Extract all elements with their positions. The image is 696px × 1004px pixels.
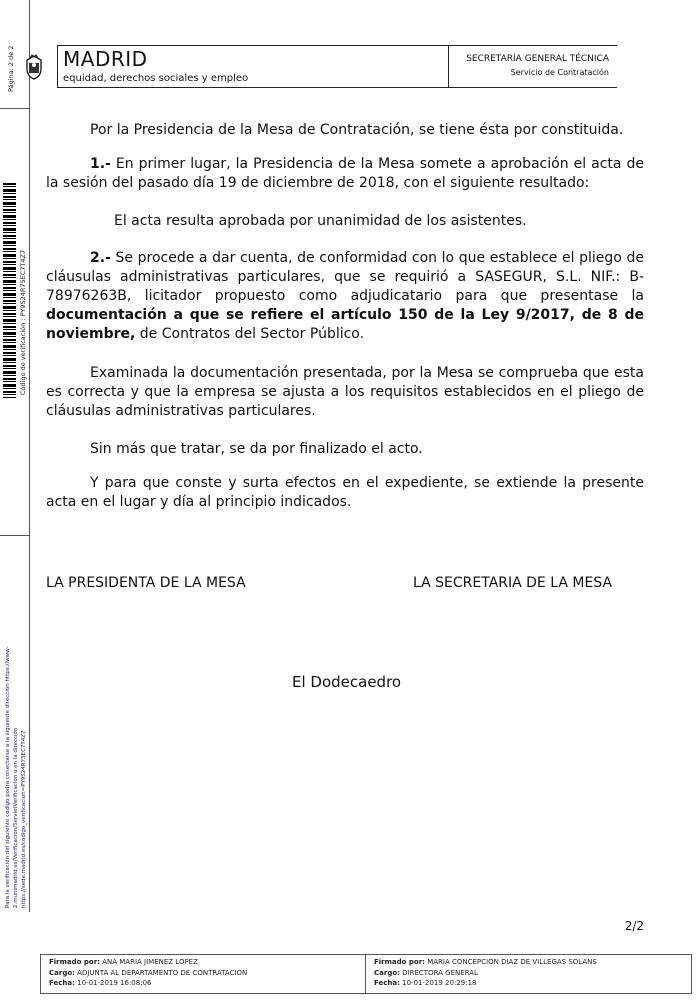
signature-title-secretary: LA SECRETARIA DE LA MESA (413, 575, 613, 591)
item-text: de Contratos del Sector Público. (135, 326, 365, 342)
label: Firmado por: (49, 958, 100, 966)
signer-role: ADJUNTA AL DEPARTAMENTO DE CONTRATACION (77, 968, 248, 977)
label: Cargo: (374, 968, 400, 977)
paragraph-item-1 (46, 155, 644, 193)
item-text-bold: documentación a que se refiere el artículo 150 de la Ley 9/2017, de 8 de noviembre, (46, 307, 644, 342)
page-number: 2/2 (624, 919, 644, 933)
header-divider (57, 45, 58, 87)
label: Cargo: (49, 968, 75, 977)
margin-separator (0, 108, 30, 109)
signer-name: ANA MARIA JIMENEZ LOPEZ (102, 958, 198, 966)
label: Firmado por: (374, 958, 425, 966)
header-border-bottom (57, 87, 617, 88)
paragraph-approval: El acta resulta aprobada por unanimidad de los asistentes. (114, 213, 527, 229)
paragraph-item-2 (46, 249, 644, 344)
signer-box-right (366, 955, 691, 993)
label: Fecha: (49, 979, 75, 987)
paragraph-closing: Sin más que tratar, se da por finalizado el acto. (90, 441, 423, 457)
paragraph-examination: Examinada la documentación presentada, por la Mesa se comprueba que esta es correcta y que la empresa se ajusta a los requisitos establecidos en el pliego de cláusulas administrativas particulares. (46, 365, 644, 419)
signature-title-president: LA PRESIDENTA DE LA MESA (46, 575, 246, 591)
paragraph-certification: Y para que conste y surta efectos en el expediente, se extiende la presente acta en el lugar y día al principio indicados. (46, 475, 644, 510)
signer-date: 10-01-2019 16:08:06 (77, 979, 152, 987)
item-text: En primer lugar, la Presidencia de la Mesa somete a aprobación el acta de la sesión del pasado día 19 de diciembre de 2018, con el siguiente resultado: (46, 156, 644, 191)
signer-name: MARIA CONCEPCION DIAZ DE VILLEGAS SOLANS (427, 958, 597, 966)
signer-role: DIRECTORA GENERAL (402, 968, 478, 977)
page-counter-label: Página: 2 de 2 (7, 45, 15, 92)
item-text: Se procede a dar cuenta, de conformidad con lo que establece el pliego de cláusulas administrativas particulares, que se requirió a SASEGUR, S.L. NIF.: B-78976263B, licitador propuesto como adjudicatario para que presentase la (46, 250, 644, 304)
verification-url: Para la verificación del siguiente código podrá conectarse a la siguiente dirección https://www-2.munimadrid.es/Verificacion/ServletVerificacion o en la dirección https://sede.madrid.es/codigo_verificacion=PY9S24R75EC7T4Z7 (5, 646, 27, 908)
signature-center-name: El Dodecaedro (292, 673, 402, 691)
item-number: 1.- (90, 156, 111, 172)
header-border-top (57, 45, 617, 46)
margin-divider (29, 0, 30, 912)
paragraph-constitution: Por la Presidencia de la Mesa de Contratación, se tiene ésta por constituida. (90, 122, 624, 138)
header-service: Servicio de Contratación (510, 68, 609, 77)
label: Fecha: (374, 979, 400, 987)
verification-barcode (3, 183, 16, 398)
item-number: 2.- (90, 250, 111, 266)
madrid-coat-of-arms-icon (24, 54, 44, 80)
verification-code-label: Código de verificación : PY9S24R75EC7T4Z7 (19, 249, 27, 395)
header-city: MADRID (63, 47, 148, 71)
signer-box-left (41, 955, 366, 993)
signer-date: 10-01-2019 20:29:18 (402, 979, 477, 987)
signature-footer (40, 954, 692, 994)
header-subtitle: equidad, derechos sociales y empleo (63, 73, 249, 84)
header-department: SECRETARÍA GENERAL TÉCNICA (466, 54, 609, 64)
margin-separator (0, 535, 30, 536)
header-divider (448, 45, 449, 87)
